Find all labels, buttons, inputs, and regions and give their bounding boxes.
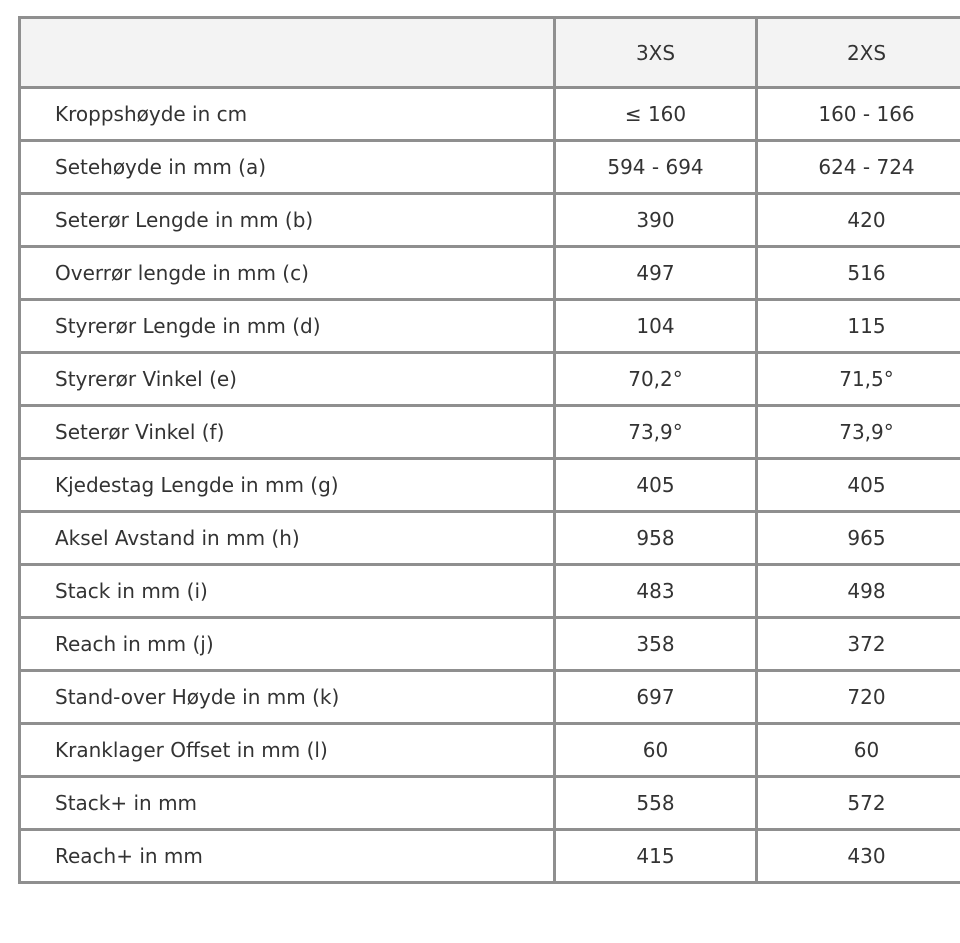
table-row — [20, 724, 960, 777]
row-label: Kjedestag Lengde in mm (g) — [20, 459, 555, 512]
table-row — [20, 565, 960, 618]
row-value-2xs: 516 — [757, 247, 960, 300]
row-value-2xs: 405 — [757, 459, 960, 512]
column-header-2xs: 2XS — [757, 18, 960, 88]
row-value-3xs: 697 — [555, 671, 757, 724]
table-row — [20, 88, 960, 141]
table-row — [20, 830, 960, 883]
table-row — [20, 406, 960, 459]
row-value-3xs: 958 — [555, 512, 757, 565]
row-label: Stand-over Høyde in mm (k) — [20, 671, 555, 724]
row-label: Setehøyde in mm (a) — [20, 141, 555, 194]
row-label: Kranklager Offset in mm (l) — [20, 724, 555, 777]
table-row — [20, 247, 960, 300]
table-row — [20, 194, 960, 247]
table-header-row — [20, 18, 960, 88]
row-value-2xs: 965 — [757, 512, 960, 565]
row-value-2xs: 115 — [757, 300, 960, 353]
row-value-2xs: 624 - 724 — [757, 141, 960, 194]
row-value-2xs: 572 — [757, 777, 960, 830]
table-row — [20, 141, 960, 194]
row-value-2xs: 71,5° — [757, 353, 960, 406]
row-value-2xs: 720 — [757, 671, 960, 724]
row-value-3xs: 594 - 694 — [555, 141, 757, 194]
row-label: Reach in mm (j) — [20, 618, 555, 671]
table-row — [20, 777, 960, 830]
row-value-3xs: 73,9° — [555, 406, 757, 459]
row-label: Aksel Avstand in mm (h) — [20, 512, 555, 565]
row-label: Stack in mm (i) — [20, 565, 555, 618]
table-body — [20, 88, 960, 883]
row-value-3xs: 497 — [555, 247, 757, 300]
row-value-3xs: 558 — [555, 777, 757, 830]
row-value-3xs: 104 — [555, 300, 757, 353]
row-label: Seterør Lengde in mm (b) — [20, 194, 555, 247]
row-value-3xs: 60 — [555, 724, 757, 777]
row-value-3xs: 483 — [555, 565, 757, 618]
header-corner-cell — [20, 18, 555, 88]
row-value-2xs: 160 - 166 — [757, 88, 960, 141]
row-label: Kroppshøyde in cm — [20, 88, 555, 141]
row-value-2xs: 60 — [757, 724, 960, 777]
geometry-table — [18, 16, 960, 884]
table-row — [20, 300, 960, 353]
row-label: Styrerør Vinkel (e) — [20, 353, 555, 406]
row-value-3xs: 358 — [555, 618, 757, 671]
row-value-3xs: ≤ 160 — [555, 88, 757, 141]
row-label: Seterør Vinkel (f) — [20, 406, 555, 459]
row-label: Stack+ in mm — [20, 777, 555, 830]
row-value-3xs: 390 — [555, 194, 757, 247]
table-row — [20, 512, 960, 565]
row-value-2xs: 73,9° — [757, 406, 960, 459]
row-value-2xs: 420 — [757, 194, 960, 247]
row-value-2xs: 430 — [757, 830, 960, 883]
row-value-2xs: 498 — [757, 565, 960, 618]
row-label: Reach+ in mm — [20, 830, 555, 883]
row-value-3xs: 415 — [555, 830, 757, 883]
column-header-3xs: 3XS — [555, 18, 757, 88]
table-row — [20, 459, 960, 512]
row-label: Overrør lengde in mm (c) — [20, 247, 555, 300]
row-label: Styrerør Lengde in mm (d) — [20, 300, 555, 353]
table-row — [20, 353, 960, 406]
row-value-2xs: 372 — [757, 618, 960, 671]
row-value-3xs: 70,2° — [555, 353, 757, 406]
table-row — [20, 671, 960, 724]
table-row — [20, 618, 960, 671]
row-value-3xs: 405 — [555, 459, 757, 512]
